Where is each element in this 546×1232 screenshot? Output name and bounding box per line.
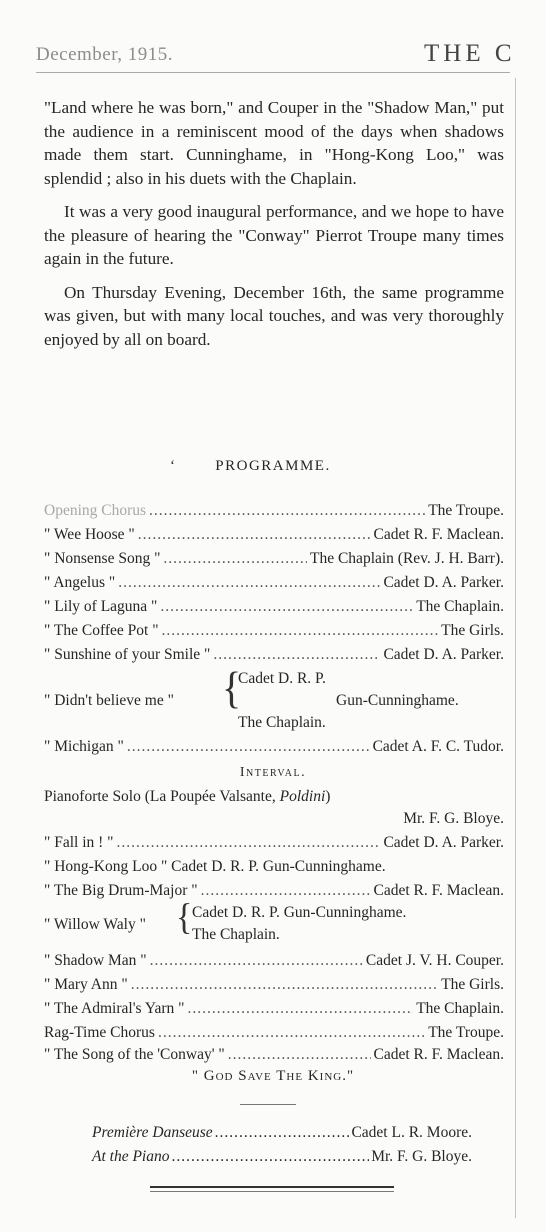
item-performer: Cadet D. A. Parker. — [383, 574, 504, 591]
programme-item — [44, 736, 504, 758]
programme-item — [44, 1044, 504, 1066]
item-title: " Angelus " — [44, 574, 116, 591]
item-performer: Cadet D. R. P. Gun-Cunninghame. — [192, 904, 407, 921]
paragraph: It was a very good inaugural performance, and we hope to have the pleasure of hearing the "Conway" Pierrot Troupe many times again in the future. — [44, 202, 504, 268]
credit-value: Mr. F. G. Bloye. — [371, 1148, 472, 1165]
programme-item — [44, 548, 504, 570]
item-title: " The Big Drum-Major " — [44, 882, 198, 899]
leader-dots — [117, 832, 381, 854]
leader-dots — [228, 1044, 371, 1066]
item-performer: The Girls. — [441, 622, 504, 639]
programme-item: " Hong-Kong Loo " Cadet D. R. P. Gun-Cunninghame. — [44, 858, 386, 875]
item-performer: The Troupe. — [428, 502, 504, 519]
item-title: Opening Chorus — [44, 502, 147, 519]
item-title: " Willow Waly " — [44, 916, 146, 933]
item-title: " The Coffee Pot " — [44, 622, 159, 639]
header-rule — [36, 72, 510, 73]
bottom-rule — [150, 1186, 394, 1188]
item-title: " Michigan " — [44, 738, 124, 755]
programme-item — [44, 524, 504, 546]
leader-dots — [215, 1122, 350, 1144]
item-title: " Didn't believe me " — [44, 692, 174, 709]
item-title: " Nonsense Song " — [44, 550, 161, 567]
credit-value: Cadet L. R. Moore. — [351, 1124, 472, 1141]
left-brace: { — [222, 662, 242, 713]
credit-line — [92, 1122, 472, 1144]
leader-dots — [127, 736, 370, 758]
item-performer: Cadet J. V. H. Couper. — [365, 952, 504, 969]
item-performer: Cadet R. F. Maclean. — [373, 526, 504, 543]
leader-dots — [138, 524, 371, 546]
programme-item — [44, 644, 504, 666]
journal-title: THE C — [424, 40, 516, 67]
piano-solo-text: Pianoforte Solo (La Poupée Valsante, — [44, 788, 280, 805]
stray-mark: ‘ — [170, 458, 177, 474]
leader-dots — [158, 1022, 425, 1044]
programme-item — [44, 500, 504, 522]
item-performer: Cadet D. A. Parker. — [383, 646, 504, 663]
leader-dots — [131, 974, 438, 996]
item-performer: Cadet R. F. Maclean. — [373, 1046, 504, 1063]
item-title: " Shadow Man " — [44, 952, 147, 969]
item-performer: The Chaplain. — [416, 598, 504, 615]
leader-dots — [150, 950, 363, 972]
interval-heading: Interval. — [239, 765, 307, 780]
item-performer: The Chaplain. — [192, 926, 280, 943]
programme-item — [44, 950, 504, 972]
credit-label: At the Piano — [92, 1148, 170, 1165]
programme-heading — [0, 458, 546, 475]
item-performer: Cadet D. R. P. — [238, 670, 326, 687]
programme-item — [44, 832, 504, 854]
programme-item — [44, 880, 504, 902]
item-title: " Mary Ann " — [44, 976, 128, 993]
column-divider — [515, 78, 516, 1218]
item-performer: Cadet D. A. Parker. — [383, 834, 504, 851]
credit-label: Première Danseuse — [92, 1124, 213, 1141]
item-performer: Gun-Cunninghame. — [336, 692, 459, 709]
item-title: " Sunshine of your Smile " — [44, 646, 211, 663]
item-performer: The Chaplain (Rev. J. H. Barr). — [310, 550, 504, 567]
bottom-rule-thin — [150, 1191, 394, 1192]
section-separator — [240, 1104, 296, 1105]
piano-solo-close: ) — [325, 788, 331, 805]
programme-heading-text: PROGRAMME. — [215, 458, 331, 474]
item-title: " Wee Hoose " — [44, 526, 135, 543]
paragraph: "Land where he was born," and Couper in the "Shadow Man," put the audience in a reminiscent mood of the days when shadows made them start. Cunninghame, in "Hong-Kong Loo," was splendid ; also in his duets with the Chaplain. — [44, 98, 504, 188]
leader-dots — [118, 572, 380, 594]
programme-item — [44, 998, 504, 1020]
item-performer: Cadet R. F. Maclean. — [373, 882, 504, 899]
left-brace: { — [176, 897, 193, 938]
item-title: Rag-Time Chorus — [44, 1024, 155, 1041]
leader-dots — [172, 1146, 370, 1168]
item-performer: Mr. F. G. Bloye. — [403, 810, 504, 827]
paragraph: On Thursday Evening, December 16th, the same programme was given, but with many local touches, and was very thoroughly enjoyed by all on board. — [44, 282, 504, 349]
programme-item — [44, 572, 504, 594]
item-performer: Cadet A. F. C. Tudor. — [372, 738, 504, 755]
piano-solo-title — [44, 786, 330, 808]
leader-dots — [201, 880, 371, 902]
issue-date: December, 1915. — [36, 44, 174, 65]
item-performer: The Chaplain. — [416, 1000, 504, 1017]
page-header — [0, 38, 546, 74]
item-title: " Lily of Laguna " — [44, 598, 158, 615]
anthem-line: " God Save The King." — [191, 1068, 355, 1084]
item-title: " The Song of the 'Conway' " — [44, 1046, 225, 1063]
leader-dots — [149, 500, 425, 522]
article-body — [44, 96, 504, 361]
item-title: " Fall in ! " — [44, 834, 114, 851]
credit-line — [92, 1146, 472, 1168]
leader-dots — [163, 548, 307, 570]
programme-item — [44, 596, 504, 618]
programme-item — [44, 974, 504, 996]
leader-dots — [162, 620, 439, 642]
programme-item — [44, 1022, 504, 1044]
item-performer: The Chaplain. — [238, 714, 326, 731]
composer-name: Poldini — [279, 788, 326, 805]
leader-dots — [187, 998, 413, 1020]
programme-item — [44, 620, 504, 642]
leader-dots — [160, 596, 413, 618]
item-performer: The Girls. — [441, 976, 504, 993]
item-performer: The Troupe. — [428, 1024, 504, 1041]
item-title: " The Admiral's Yarn " — [44, 1000, 185, 1017]
